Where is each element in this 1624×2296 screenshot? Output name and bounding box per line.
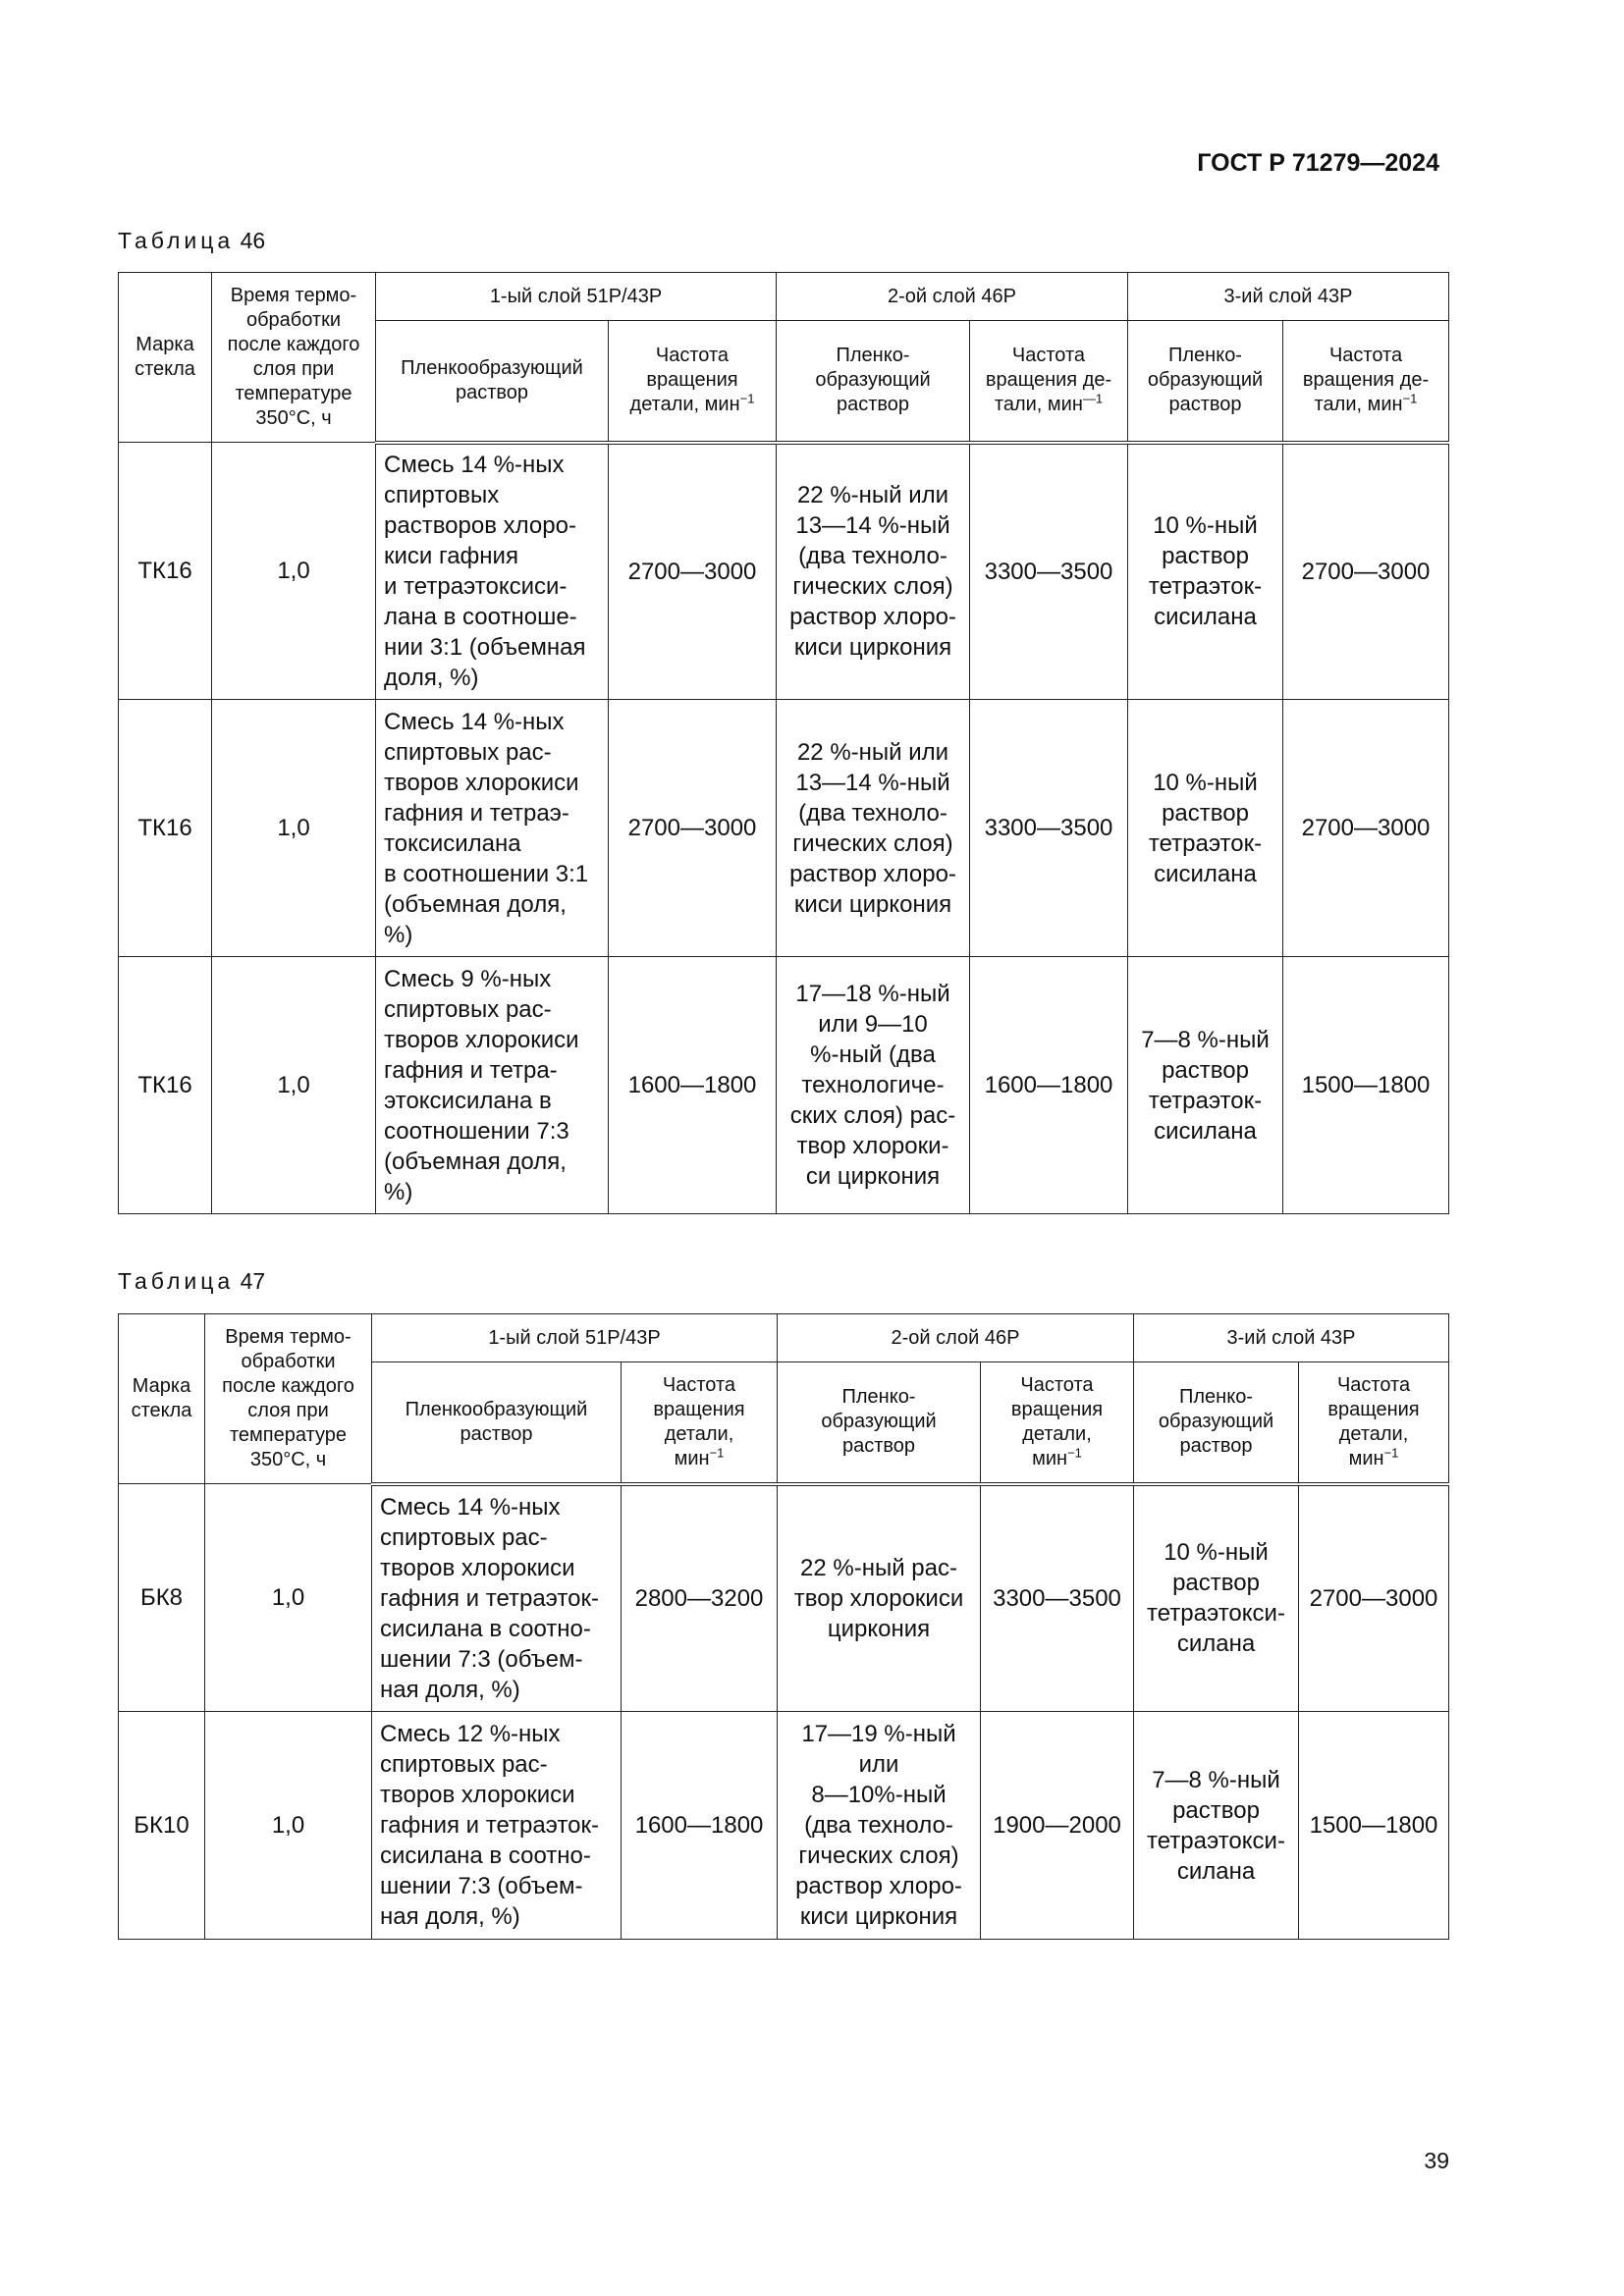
cell-l2-solution: 22 %-ный рас- твор хлорокиси циркония: [778, 1484, 981, 1712]
header-l3-frequency: Частота вращения де- тали, мин$^{-1}$: [1283, 321, 1449, 443]
table-47-caption: [118, 1268, 265, 1295]
cell-time: 1,0: [212, 700, 376, 957]
cell-time: 1,0: [212, 957, 376, 1214]
cell-marka: ТК16: [119, 443, 212, 700]
header-layer-2: 2-ой слой 46Р: [777, 273, 1128, 321]
cell-time: 1,0: [212, 443, 376, 700]
cell-l1-solution: Смесь 9 %-ных спиртовых рас- творов хлорокиси гафния и тетра- этоксисилана в соотношении 7:3 (объемная доля, %): [376, 957, 609, 1214]
table-row: [119, 1484, 1449, 1712]
page-number: 39: [1424, 2148, 1449, 2173]
header-l3-frequency: Частота вращения детали, мин$^{-1}$: [1299, 1362, 1449, 1484]
table-caption-word: Таблица: [118, 228, 235, 253]
table-row: [119, 1712, 1449, 1940]
cell-l2-frequency: 3300—3500: [970, 700, 1128, 957]
cell-l1-solution: Смесь 14 %-ных спиртовых растворов хлоро- киси гафния и тетраэтоксиси- лана в соотноше- нии 3:1 (объемная доля, %): [376, 443, 609, 700]
cell-l1-solution: Смесь 14 %-ных спиртовых рас- творов хлорокиси гафния и тетраэток- сисилана в соотно- шении 7:3 (объем- ная доля, %): [372, 1484, 622, 1712]
header-l1-solution: Пленкообразующий раствор: [376, 321, 609, 443]
header-l1-frequency: Частота вращения детали, мин$^{-1}$: [609, 321, 777, 443]
table-caption-number: 46: [240, 228, 266, 253]
cell-l3-solution: 10 %-ный раствор тетраэтокси- силана: [1134, 1484, 1299, 1712]
header-time: Время термо- обработки после каждого слоя при температуре 350°С, ч: [205, 1314, 372, 1484]
header-l2-frequency: Частота вращения де- тали, мин$^{—1}$: [970, 321, 1128, 443]
cell-l1-solution: Смесь 12 %-ных спиртовых рас- творов хлорокиси гафния и тетраэток- сисилана в соотно- шении 7:3 (объем- ная доля, %): [372, 1712, 622, 1940]
cell-marka: БК8: [119, 1484, 205, 1712]
header-marka: Марка стекла: [119, 1314, 205, 1484]
document-code: ГОСТ Р 71279—2024: [1197, 149, 1439, 177]
header-l2-solution: Пленко- образующий раствор: [777, 321, 970, 443]
cell-l2-frequency: 3300—3500: [981, 1484, 1134, 1712]
header-l3-solution: Пленко- образующий раствор: [1128, 321, 1283, 443]
cell-l3-frequency: 2700—3000: [1283, 700, 1449, 957]
cell-l1-frequency: 2800—3200: [622, 1484, 778, 1712]
header-l2-solution: Пленко- образующий раствор: [778, 1362, 981, 1484]
cell-l2-frequency: 3300—3500: [970, 443, 1128, 700]
table-47: [118, 1313, 1449, 1940]
cell-l1-frequency: 2700—3000: [609, 443, 777, 700]
header-l1-solution: Пленкообразующий раствор: [372, 1362, 622, 1484]
header-layer-3: 3-ий слой 43Р: [1128, 273, 1449, 321]
cell-l1-frequency: 1600—1800: [609, 957, 777, 1214]
header-l3-solution: Пленко- образующий раствор: [1134, 1362, 1299, 1484]
cell-marka: ТК16: [119, 700, 212, 957]
header-layer-1: 1-ый слой 51Р/43Р: [376, 273, 777, 321]
cell-l2-frequency: 1600—1800: [970, 957, 1128, 1214]
cell-l3-solution: 10 %-ный раствор тетраэток- сисилана: [1128, 700, 1283, 957]
cell-l1-frequency: 2700—3000: [609, 700, 777, 957]
header-l1-frequency: Частота вращения детали, мин$^{-1}$: [622, 1362, 778, 1484]
cell-l2-solution: 17—18 %-ный или 9—10 %-ный (два технологиче- ских слоя) рас- твор хлорoки- си циркония: [777, 957, 970, 1214]
header-layer-1: 1-ый слой 51Р/43Р: [372, 1314, 778, 1362]
header-marka: Марка стекла: [119, 273, 212, 443]
cell-l2-frequency: 1900—2000: [981, 1712, 1134, 1940]
table-row: [119, 443, 1449, 700]
cell-l2-solution: 22 %-ный или 13—14 %-ный (два техноло- гических слоя) раствор хлоро- киси циркония: [777, 700, 970, 957]
cell-l3-solution: 7—8 %-ный раствор тетраэтокси- силана: [1134, 1712, 1299, 1940]
cell-l3-frequency: 2700—3000: [1299, 1484, 1449, 1712]
cell-marka: ТК16: [119, 957, 212, 1214]
header-time: Время термо- обработки после каждого слоя при температуре 350°С, ч: [212, 273, 376, 443]
table-caption-number: 47: [240, 1268, 266, 1294]
table-caption-word: Таблица: [118, 1268, 235, 1294]
cell-marka: БК10: [119, 1712, 205, 1940]
cell-l1-solution: Смесь 14 %-ных спиртовых рас- творов хлорокиси гафния и тетраэ- токсисилана в соотношении 3:1 (объемная доля, %): [376, 700, 609, 957]
header-layer-3: 3-ий слой 43Р: [1134, 1314, 1449, 1362]
cell-time: 1,0: [205, 1712, 372, 1940]
table-row: [119, 700, 1449, 957]
cell-time: 1,0: [205, 1484, 372, 1712]
cell-l3-solution: 10 %-ный раствор тетраэток- сисилана: [1128, 443, 1283, 700]
table-46: [118, 272, 1449, 1214]
cell-l3-frequency: 2700—3000: [1283, 443, 1449, 700]
header-l2-frequency: Частота вращения детали, мин$^{-1}$: [981, 1362, 1134, 1484]
cell-l1-frequency: 1600—1800: [622, 1712, 778, 1940]
table-46-caption: [118, 228, 265, 254]
cell-l2-solution: 17—19 %-ный или 8—10%-ный (два техноло- гических слоя) раствор хлоро- киси циркония: [778, 1712, 981, 1940]
cell-l2-solution: 22 %-ный или 13—14 %-ный (два техноло- гических слоя) раствор хлоро- киси циркония: [777, 443, 970, 700]
cell-l3-solution: 7—8 %-ный раствор тетраэток- сисилана: [1128, 957, 1283, 1214]
cell-l3-frequency: 1500—1800: [1299, 1712, 1449, 1940]
table-row: [119, 957, 1449, 1214]
cell-l3-frequency: 1500—1800: [1283, 957, 1449, 1214]
header-layer-2: 2-ой слой 46Р: [778, 1314, 1134, 1362]
